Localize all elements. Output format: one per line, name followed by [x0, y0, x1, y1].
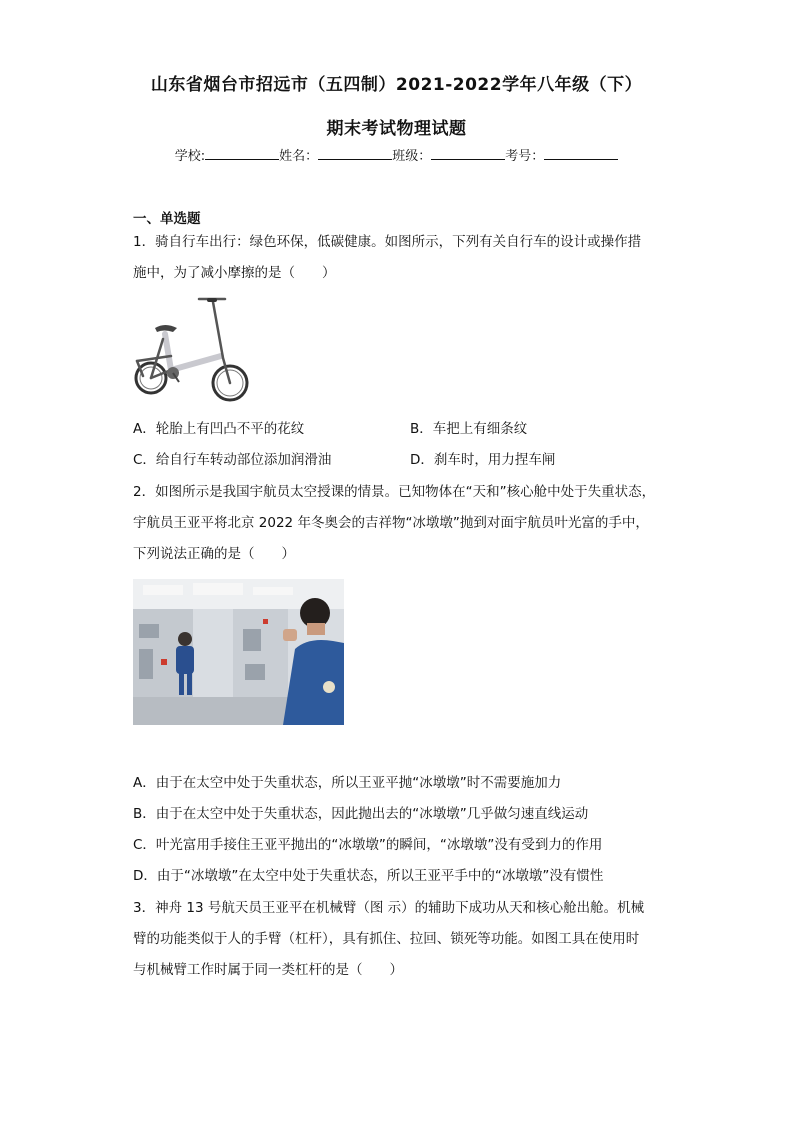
q1-option-c[interactable]: C．给自行车转动部位添加润滑油	[133, 452, 332, 468]
student-info-row	[0, 145, 793, 164]
q1-option-d[interactable]: D．刹车时，用力捏车闸	[410, 452, 556, 468]
q1-option-b[interactable]: B．车把上有细条纹	[410, 421, 528, 437]
q2-line2: 宇航员王亚平将北京 2022 年冬奥会的吉祥物“冰墩墩”抛到对面宇航员叶光富的手中，	[133, 515, 649, 531]
q1-line2: 施中，为了减小摩擦的是（ ）	[133, 265, 336, 281]
q2-option-c[interactable]: C．叶光富用手接住王亚平抛出的“冰墩墩”的瞬间，“冰墩墩”没有受到力的作用	[133, 837, 603, 853]
bicycle-figure	[133, 294, 253, 408]
q3-line3: 与机械臂工作时属于同一类杠杆的是（ ）	[133, 962, 403, 978]
name-label: 姓名：	[279, 149, 319, 164]
name-blank[interactable]	[318, 147, 392, 160]
q3-line2: 臂的功能类似于人的手臂（杠杆），具有抓住、拉回、锁死等功能。如图工具在使用时	[133, 931, 640, 947]
q2-option-d[interactable]: D．由于“冰墩墩”在太空中处于失重状态，所以王亚平手中的“冰墩墩”没有惯性	[133, 868, 604, 884]
q2-line3: 下列说法正确的是（ ）	[133, 546, 295, 562]
q1-option-a[interactable]: A．轮胎上有凹凸不平的花纹	[133, 421, 305, 437]
q1-line1: 1．骑自行车出行：绿色环保，低碳健康。如图所示，下列有关自行车的设计或操作措	[133, 234, 642, 250]
space-station-photo	[133, 579, 344, 725]
section-title: 一、单选题	[133, 211, 201, 227]
class-blank[interactable]	[431, 147, 505, 160]
school-label: 学校:	[174, 149, 206, 164]
q2-option-a[interactable]: A．由于在太空中处于失重状态，所以王亚平抛“冰墩墩”时不需要施加力	[133, 775, 562, 791]
q3-line1: 3．神舟 13 号航天员王亚平在机械臂（图 示）的辅助下成功从天和核心舱出舱。机械	[133, 900, 645, 916]
exam-title-line2: 期末考试物理试题	[326, 119, 467, 139]
school-blank[interactable]	[205, 147, 279, 160]
exam-title-line1: 山东省烟台市招远市（五四制）2021-2022学年八年级（下）	[150, 75, 643, 95]
id-label: 考号：	[505, 149, 545, 164]
q2-line1: 2．如图所示是我国宇航员太空授课的情景。已知物体在“天和”核心舱中处于失重状态，	[133, 484, 656, 500]
class-label: 班级：	[392, 149, 432, 164]
q2-option-b[interactable]: B．由于在太空中处于失重状态，因此抛出去的“冰墩墩”几乎做匀速直线运动	[133, 806, 589, 822]
id-blank[interactable]	[544, 147, 618, 160]
